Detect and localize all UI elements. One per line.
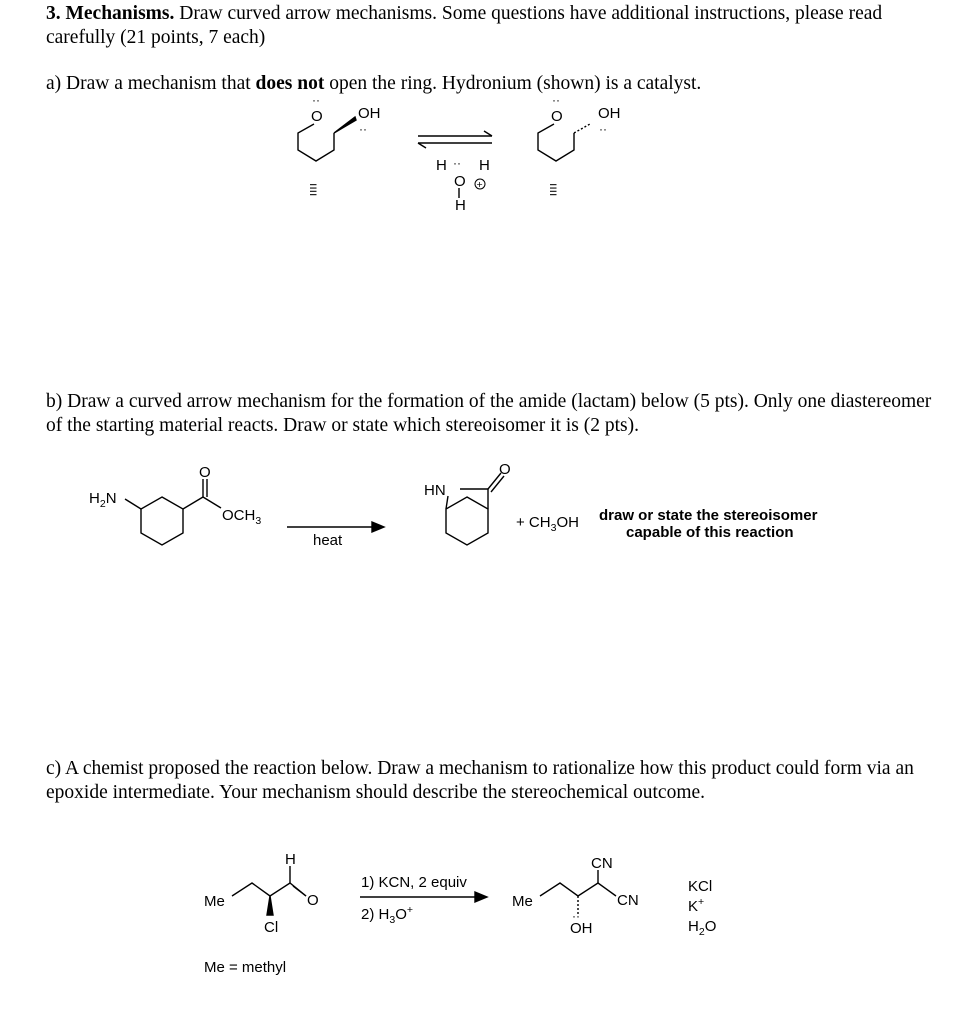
part-a-product-ring — [538, 124, 590, 161]
condition-step-2 — [361, 904, 413, 926]
water-subscript: 2 — [698, 926, 705, 938]
condition-step-2-oxygen: O — [395, 906, 407, 923]
condition-step-2-subscript: 3 — [389, 914, 396, 926]
part-b-lactam — [446, 473, 504, 545]
heat-condition: heat — [313, 532, 343, 549]
amine-h: H — [89, 490, 100, 507]
product-oh-lone-pair: ·· — [599, 122, 607, 136]
amine-subscript: 2 — [99, 498, 106, 510]
reactant-hydroxyl: OH — [358, 105, 381, 122]
hydronium-h-left: H — [436, 157, 447, 174]
product-nitrile-top: CN — [591, 855, 613, 872]
question-number: 3. Mechanisms. — [46, 3, 175, 24]
water-o: O — [704, 918, 717, 935]
part-a-text-suffix: open the ring. Hydronium (shown) is a catalyst. — [324, 73, 702, 94]
reactant-oh-lone-pair: ·· — [359, 122, 367, 136]
part-a-text-bold: does not — [255, 73, 325, 94]
potassium-charge: + — [698, 896, 705, 908]
chlorine-label: Cl — [264, 919, 279, 936]
methanol-suffix: OH — [556, 514, 579, 531]
product-methyl: Me — [512, 893, 533, 910]
kcl-label: KCl — [688, 878, 713, 895]
lactam-carbonyl-oxygen: O — [499, 461, 511, 478]
reactant-dash-bond: ıııı — [307, 183, 321, 197]
question-instructions: Draw curved arrow mechanisms. Some questions have additional instructions, please read carefully (21 points, 7 each) — [46, 3, 883, 48]
reactant-ring-oxygen: O — [311, 108, 323, 125]
potassium-symbol: K — [688, 898, 699, 915]
methoxy-text: OCH — [222, 507, 256, 524]
condition-step-2-charge: + — [406, 904, 413, 916]
reactant-methyl: Me — [204, 893, 225, 910]
methanol-prefix: + CH — [516, 514, 551, 531]
part-c-prompt: c) A chemist proposed the reaction below. Draw a mechanism to rationalize how this product could form via an epoxide intermediate. Your mechanism should describe the stereochemical outcome. — [46, 758, 914, 803]
part-a-reactant-ring — [298, 124, 334, 161]
potassium-ion-label — [688, 896, 704, 915]
product-oh-lone-pair: ·· — [572, 909, 580, 923]
methyl-legend: Me = methyl — [204, 959, 287, 976]
methanol-subscript: 3 — [550, 522, 557, 534]
hydronium-oxygen: O — [454, 173, 466, 190]
hydronium-lone-pair: ·· — [453, 156, 461, 170]
stereoisomer-note-line2: capable of this reaction — [626, 524, 794, 541]
reactant-ring-o-lone-pair: ·· — [312, 93, 320, 107]
equilibrium-arrows — [418, 131, 492, 148]
part-c-arrow — [360, 892, 487, 902]
product-ring-o-lone-pair: ·· — [552, 93, 560, 107]
part-a-text-prefix: a) Draw a mechanism that — [46, 73, 256, 94]
part-c-reactant — [232, 866, 306, 896]
amine-label — [89, 490, 117, 510]
product-ring-oxygen: O — [551, 108, 563, 125]
ester-carbonyl-oxygen: O — [199, 464, 211, 481]
product-hydroxyl: OH — [598, 105, 621, 122]
product-dash-bond: ıııı — [547, 183, 561, 197]
amine-n: N — [105, 490, 117, 507]
aldehyde-hydrogen: H — [285, 851, 296, 868]
condition-step-2-prefix: 2) H — [361, 906, 390, 923]
methanol-byproduct — [516, 514, 579, 534]
part-b-arrow — [287, 522, 384, 532]
hydronium-h-bottom: H — [455, 197, 466, 214]
aldehyde-oxygen: O — [307, 892, 319, 909]
stereoisomer-note-line1: draw or state the stereoisomer — [599, 507, 818, 524]
lactam-nh: HN — [424, 482, 446, 499]
condition-step-1: 1) KCN, 2 equiv — [361, 874, 467, 891]
water-label — [688, 918, 716, 938]
part-b-prompt: b) Draw a curved arrow mechanism for the formation of the amide (lactam) below (5 pts). Only one diastereomer of the starting material reacts. Draw or state which stereoisomer it is (2 pts). — [46, 391, 932, 436]
part-c-wedge — [267, 896, 273, 915]
hydronium-charge: + — [476, 179, 483, 191]
product-hydroxyl: OH — [570, 920, 593, 937]
methoxy-subscript: 3 — [255, 515, 262, 527]
methoxy-label — [222, 507, 261, 527]
part-b-cyclohexane-1 — [125, 479, 221, 545]
hydronium-h-right: H — [479, 157, 490, 174]
part-a-reactant-wedge — [334, 117, 356, 133]
water-h: H — [688, 918, 699, 935]
product-nitrile-right: CN — [617, 892, 639, 909]
